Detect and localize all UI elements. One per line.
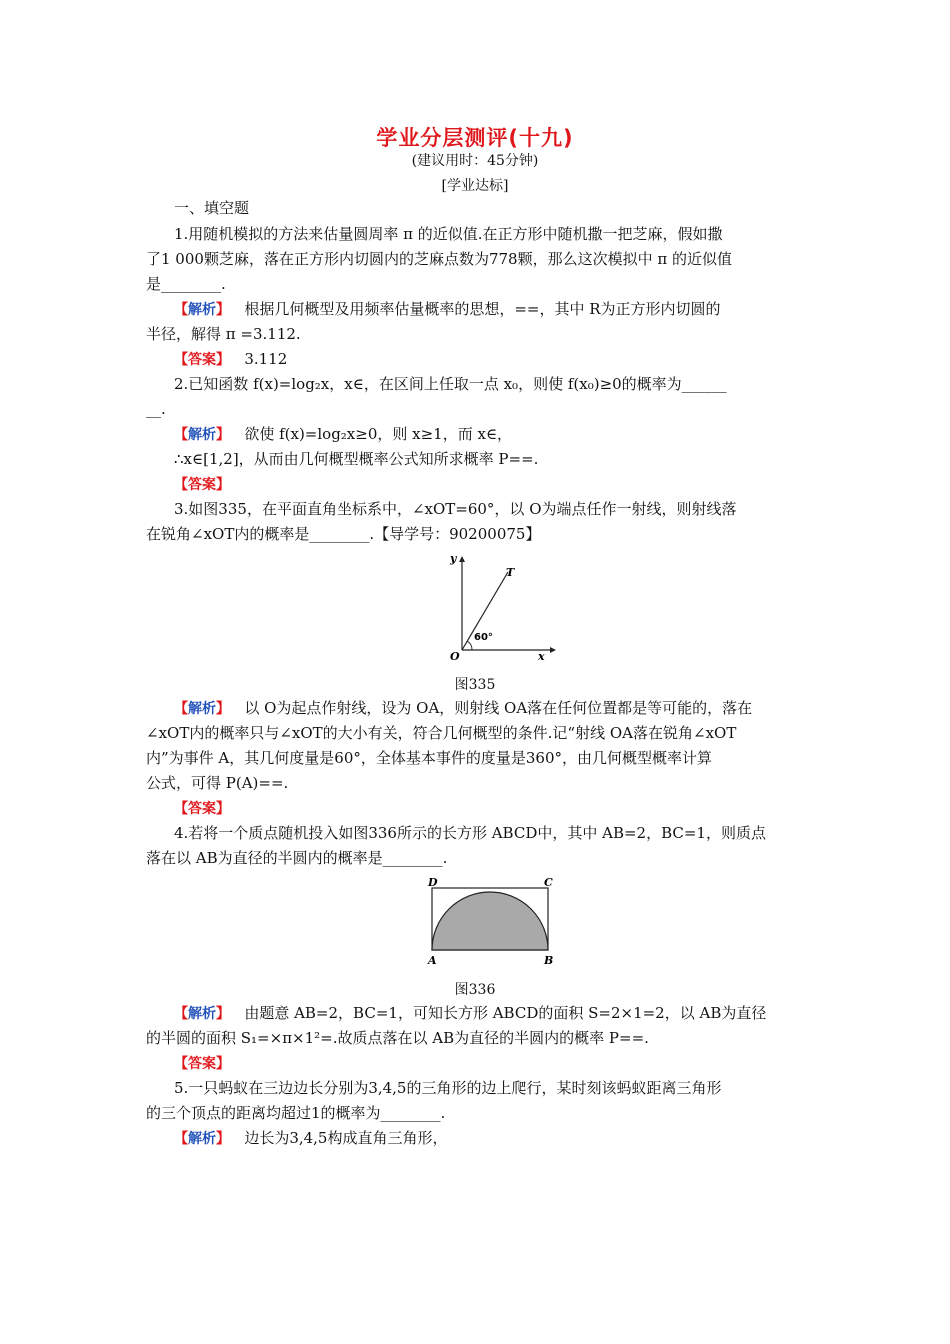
q3-analysis-line-3: 内”为事件 A，其几何度量是60°，全体基本事件的度量是360°，由几何概型概率计算	[146, 749, 712, 767]
q3-analysis-text: 以 O为起点作射线，设为 OA，则射线 OA落在任何位置都是等可能的，落在	[244, 699, 753, 717]
q4-line-1: 4.若将一个质点随机投入如图336所示的长方形 ABCD中，其中 AB=2，BC=1，则质点	[174, 824, 766, 842]
fig336-label-d: D	[428, 876, 438, 889]
q4-analysis: 【解析】 由题意 AB=2，BC=1，可知长方形 ABCD的面积 S=2×1=2，以 AB为直径	[174, 1004, 767, 1022]
fig335-label-t: T	[506, 566, 515, 579]
page-subtitle: (建议用时：45分钟)	[411, 153, 539, 169]
q1-answer-text: 3.112	[244, 350, 288, 368]
analysis-tag: 解析	[188, 302, 216, 318]
q4-analysis-text: 由题意 AB=2，BC=1，可知长方形 ABCD的面积 S=2×1=2，以 AB为直径	[244, 1004, 767, 1022]
analysis-tag: 解析	[188, 1006, 216, 1022]
fig335-label-y: y	[450, 552, 457, 565]
fig336-label-a: A	[428, 954, 437, 967]
q2-line-2: __.	[146, 400, 166, 418]
fig336-label-b: B	[544, 954, 554, 967]
q1-line-2: 了1 000颗芝麻，落在正方形内切圆内的芝麻点数为778颗，那么这次模拟中 π 的近似值	[146, 250, 732, 268]
q1-answer: 【答案】 3.112	[174, 350, 288, 368]
section-label: [学业达标]	[441, 178, 509, 194]
q1-analysis-text: 根据几何概型及用频率估量概率的思想，==，其中 R为正方形内切圆的	[244, 300, 721, 318]
q2-analysis-line-2: ∴x∈[1,2]，从而由几何概型概率公式知所求概率 P==.	[174, 450, 539, 468]
q3-line-1: 3.如图335，在平面直角坐标系中，∠xOT=60°，以 O为端点任作一射线，则射线落	[174, 500, 737, 518]
q1-line-3: 是________.	[146, 275, 226, 293]
q1-analysis: 【解析】 根据几何概型及用频率估量概率的思想，==，其中 R为正方形内切圆的	[174, 300, 721, 318]
q4-line-2: 落在以 AB为直径的半圆内的概率是________.	[146, 849, 448, 867]
fig335-label-angle: 60°	[474, 632, 493, 643]
analysis-tag: 解析	[188, 1131, 216, 1147]
q3-answer: 【答案】	[174, 801, 230, 817]
answer-tag: 答案	[188, 1056, 216, 1072]
answer-tag: 答案	[188, 352, 216, 368]
q2-line-1: 2.已知函数 f(x)=log₂x，x∈，在区间上任取一点 x₀，则使 f(x₀)≥0的概率为______	[174, 375, 727, 393]
q2-analysis: 【解析】 欲使 f(x)=log₂x≥0，则 x≥1，而 x∈，	[174, 425, 513, 443]
q3-analysis-line-2: ∠xOT内的概率只与∠xOT的大小有关，符合几何概型的条件.记“射线 OA落在锐角∠xOT	[146, 724, 737, 742]
q5-line-2: 的三个顶点的距离均超过1的概率为________.	[146, 1104, 446, 1122]
q5-analysis-text: 边长为3,4,5构成直角三角形，	[244, 1129, 448, 1147]
q2-answer: 【答案】	[174, 477, 230, 493]
q3-line-2: 在锐角∠xOT内的概率是________.【导学号：90200075】	[146, 525, 541, 543]
figure-336-caption: 图336	[454, 982, 496, 998]
fig336-label-c: C	[544, 876, 553, 889]
figure-335-caption: 图335	[454, 677, 496, 693]
answer-tag: 答案	[188, 477, 216, 493]
q1-analysis-line-2: 半径，解得 π =3.112.	[146, 325, 301, 343]
q3-analysis: 【解析】 以 O为起点作射线，设为 OA，则射线 OA落在任何位置都是等可能的，落在	[174, 699, 753, 717]
q3-analysis-line-4: 公式，可得 P(A)==.	[146, 774, 289, 792]
analysis-tag: 解析	[188, 427, 216, 443]
q4-analysis-line-2: 的半圆的面积 S₁=×π×1²=.故质点落在以 AB为直径的半圆内的概率 P==.	[146, 1029, 649, 1047]
fig335-label-x: x	[538, 650, 545, 663]
answer-tag: 答案	[188, 801, 216, 817]
analysis-tag: 解析	[188, 701, 216, 717]
figure-336	[420, 874, 560, 970]
q5-line-1: 5.一只蚂蚁在三边边长分别为3,4,5的三角形的边上爬行，某时刻该蚂蚁距离三角形	[174, 1079, 722, 1097]
fig335-label-o: O	[450, 650, 460, 663]
q5-analysis: 【解析】 边长为3,4,5构成直角三角形，	[174, 1129, 448, 1147]
q4-answer: 【答案】	[174, 1056, 230, 1072]
q2-analysis-text: 欲使 f(x)=log₂x≥0，则 x≥1，而 x∈，	[244, 425, 513, 443]
q1-line-1: 1.用随机模拟的方法来估量圆周率 π 的近似值.在正方形中随机撒一把芝麻，假如撒	[174, 225, 723, 243]
part-heading: 一、填空题	[174, 199, 250, 217]
figure-335	[428, 550, 558, 665]
page-title: 学业分层测评(十九)	[376, 126, 574, 150]
